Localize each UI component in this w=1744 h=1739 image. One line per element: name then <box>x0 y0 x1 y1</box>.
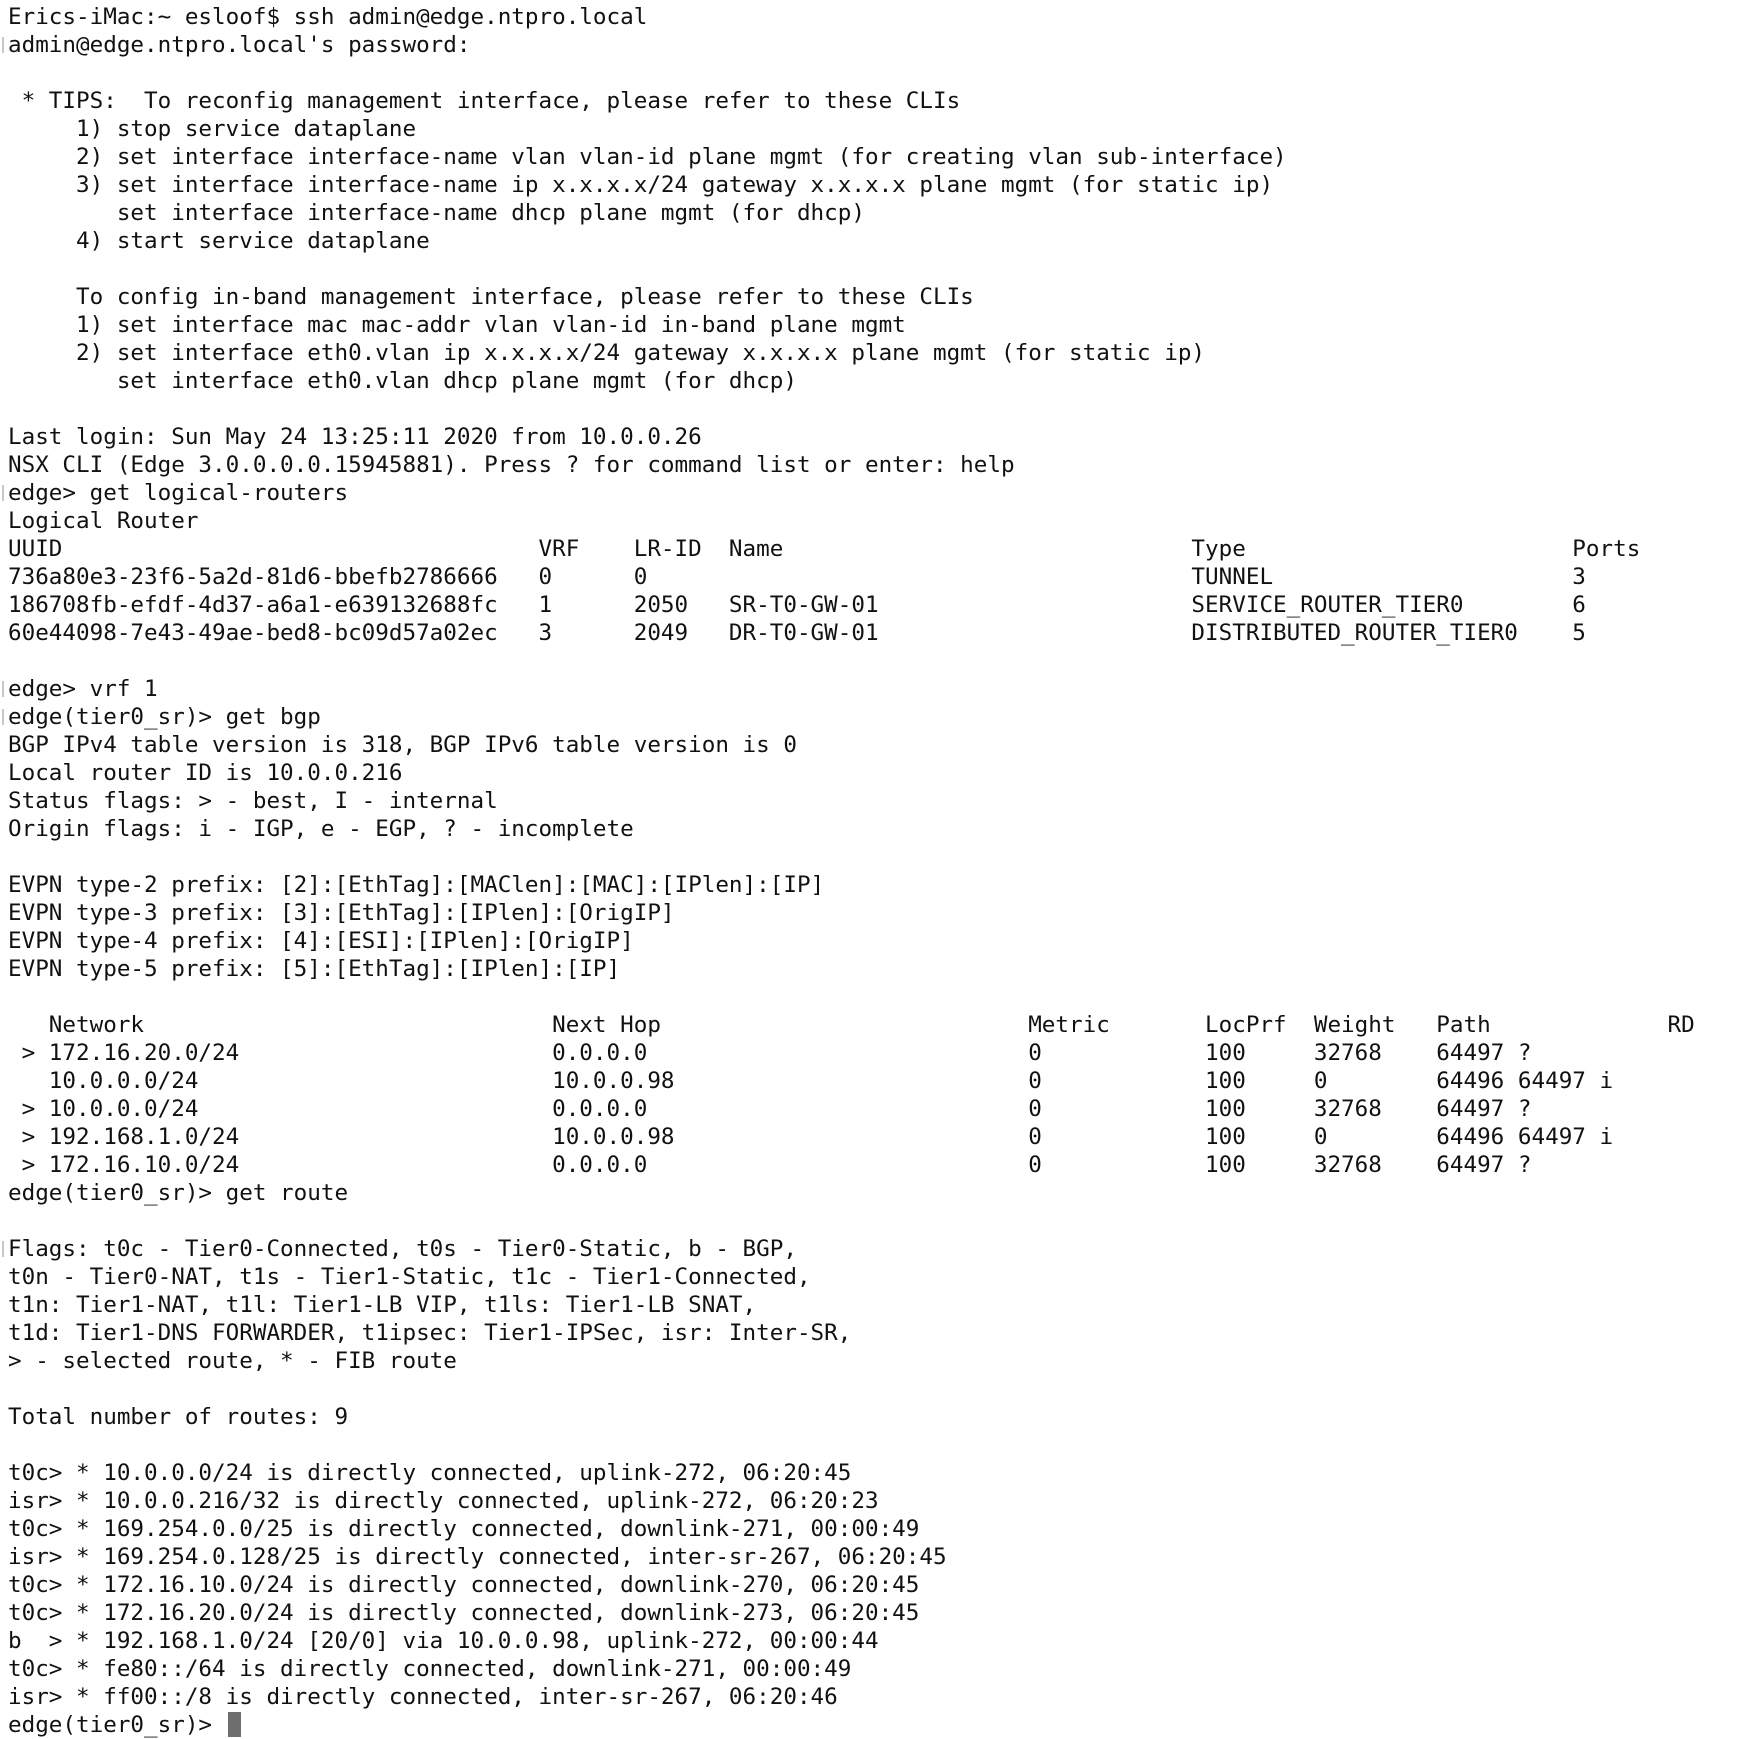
terminal-line: EVPN type-2 prefix: [2]:[EthTag]:[MAClen]:[MAC]:[IPlen]:[IP] <box>8 872 825 898</box>
terminal-line: Network Next Hop Metric LocPrf Weight Path RD <box>8 1012 1695 1038</box>
terminal-line: admin@edge.ntpro.local's password: <box>8 32 471 58</box>
terminal-line: 736a80e3-23f6-5a2d-81d6-bbefb2786666 0 0 TUNNEL 3 <box>8 564 1586 590</box>
terminal-line: 4) start service dataplane <box>8 228 430 254</box>
terminal-line: set interface interface-name dhcp plane mgmt (for dhcp) <box>8 200 865 226</box>
terminal-line: 186708fb-efdf-4d37-a6a1-e639132688fc 1 2050 SR-T0-GW-01 SERVICE_ROUTER_TIER0 6 <box>8 592 1586 618</box>
terminal-line <box>8 647 1744 675</box>
terminal-line: BGP IPv4 table version is 318, BGP IPv6 table version is 0 <box>8 732 797 758</box>
terminal-line: isr> * ff00::/8 is directly connected, inter-sr-267, 06:20:46 <box>8 1684 838 1710</box>
terminal-line: edge> vrf 1 <box>8 676 158 702</box>
terminal-line: edge(tier0_sr)> get bgp <box>8 704 321 730</box>
terminal-line <box>8 983 1744 1011</box>
terminal-line: UUID VRF LR-ID Name Type Ports <box>8 536 1641 562</box>
terminal-line: 3) set interface interface-name ip x.x.x.x/24 gateway x.x.x.x plane mgmt (for static ip) <box>8 172 1274 198</box>
terminal-line: > 172.16.10.0/24 0.0.0.0 0 100 32768 64497 ? <box>8 1152 1532 1178</box>
terminal-line: * TIPS: To reconfig management interface, please refer to these CLIs <box>8 88 961 114</box>
text-cursor <box>228 1712 241 1737</box>
terminal-line: Local router ID is 10.0.0.216 <box>8 760 403 786</box>
terminal-line: t0n - Tier0-NAT, t1s - Tier1-Static, t1c - Tier1-Connected, <box>8 1264 811 1290</box>
terminal-line: Logical Router <box>8 508 199 534</box>
terminal-line <box>8 255 1744 283</box>
terminal-line: t0c> * fe80::/64 is directly connected, downlink-271, 00:00:49 <box>8 1656 852 1682</box>
terminal-line: 2) set interface interface-name vlan vlan-id plane mgmt (for creating vlan sub-interface) <box>8 144 1287 170</box>
terminal-line: t1d: Tier1-DNS FORWARDER, t1ipsec: Tier1-IPSec, isr: Inter-SR, <box>8 1320 852 1346</box>
terminal-line: t0c> * 172.16.20.0/24 is directly connected, downlink-273, 06:20:45 <box>8 1600 920 1626</box>
prompt-text: edge(tier0_sr)> <box>8 1712 226 1738</box>
terminal-line: set interface eth0.vlan dhcp plane mgmt (for dhcp) <box>8 368 797 394</box>
terminal-line: 60e44098-7e43-49ae-bed8-bc09d57a02ec 3 2049 DR-T0-GW-01 DISTRIBUTED_ROUTER_TIER0 5 <box>8 620 1586 646</box>
terminal-line: edge> get logical-routers <box>8 480 349 506</box>
terminal-line: t0c> * 10.0.0.0/24 is directly connected, uplink-272, 06:20:45 <box>8 1460 852 1486</box>
terminal-line <box>8 843 1744 871</box>
terminal-line: b > * 192.168.1.0/24 [20/0] via 10.0.0.98, uplink-272, 00:00:44 <box>8 1628 879 1654</box>
terminal-line: NSX CLI (Edge 3.0.0.0.0.15945881). Press ? for command list or enter: help <box>8 452 1015 478</box>
command-mark <box>2 681 4 697</box>
terminal-line: Total number of routes: 9 <box>8 1404 349 1430</box>
terminal-line: Last login: Sun May 24 13:25:11 2020 from 10.0.0.26 <box>8 424 702 450</box>
terminal-line: t0c> * 169.254.0.0/25 is directly connected, downlink-271, 00:00:49 <box>8 1516 920 1542</box>
terminal-line: 10.0.0.0/24 10.0.0.98 0 100 0 64496 64497 i <box>8 1068 1614 1094</box>
terminal-line: edge(tier0_sr)> get route <box>8 1180 349 1206</box>
terminal-line: > 10.0.0.0/24 0.0.0.0 0 100 32768 64497 ? <box>8 1096 1532 1122</box>
command-mark <box>2 709 4 725</box>
terminal-line: Erics-iMac:~ esloof$ ssh admin@edge.ntpro.local <box>8 4 648 30</box>
prompt-line[interactable] <box>8 1711 1744 1739</box>
terminal-line <box>8 1207 1744 1235</box>
terminal-line: EVPN type-4 prefix: [4]:[ESI]:[IPlen]:[OrigIP] <box>8 928 634 954</box>
terminal-line: > 192.168.1.0/24 10.0.0.98 0 100 0 64496 64497 i <box>8 1124 1614 1150</box>
terminal-line <box>8 59 1744 87</box>
terminal-line: 2) set interface eth0.vlan ip x.x.x.x/24 gateway x.x.x.x plane mgmt (for static ip) <box>8 340 1206 366</box>
terminal-line: Flags: t0c - Tier0-Connected, t0s - Tier0-Static, b - BGP, <box>8 1236 797 1262</box>
terminal-line: EVPN type-3 prefix: [3]:[EthTag]:[IPlen]:[OrigIP] <box>8 900 675 926</box>
terminal-line: Origin flags: i - IGP, e - EGP, ? - incomplete <box>8 816 634 842</box>
command-mark <box>2 1241 4 1257</box>
terminal-line: isr> * 169.254.0.128/25 is directly connected, inter-sr-267, 06:20:45 <box>8 1544 947 1570</box>
terminal-line: t1n: Tier1-NAT, t1l: Tier1-LB VIP, t1ls: Tier1-LB SNAT, <box>8 1292 757 1318</box>
terminal-line: > 172.16.20.0/24 0.0.0.0 0 100 32768 64497 ? <box>8 1040 1532 1066</box>
terminal-line: Status flags: > - best, I - internal <box>8 788 498 814</box>
terminal-line <box>8 1431 1744 1459</box>
terminal-line: To config in-band management interface, please refer to these CLIs <box>8 284 974 310</box>
terminal-line: t0c> * 172.16.10.0/24 is directly connected, downlink-270, 06:20:45 <box>8 1572 920 1598</box>
terminal-line <box>8 1375 1744 1403</box>
terminal-line: EVPN type-5 prefix: [5]:[EthTag]:[IPlen]:[IP] <box>8 956 621 982</box>
command-mark <box>2 37 4 53</box>
terminal-line: 1) set interface mac mac-addr vlan vlan-id in-band plane mgmt <box>8 312 906 338</box>
terminal-line: 1) stop service dataplane <box>8 116 417 142</box>
terminal-line <box>8 395 1744 423</box>
terminal-output <box>8 3 1744 1711</box>
terminal-line: isr> * 10.0.0.216/32 is directly connected, uplink-272, 06:20:23 <box>8 1488 879 1514</box>
terminal-line: > - selected route, * - FIB route <box>8 1348 457 1374</box>
command-mark <box>2 485 4 501</box>
